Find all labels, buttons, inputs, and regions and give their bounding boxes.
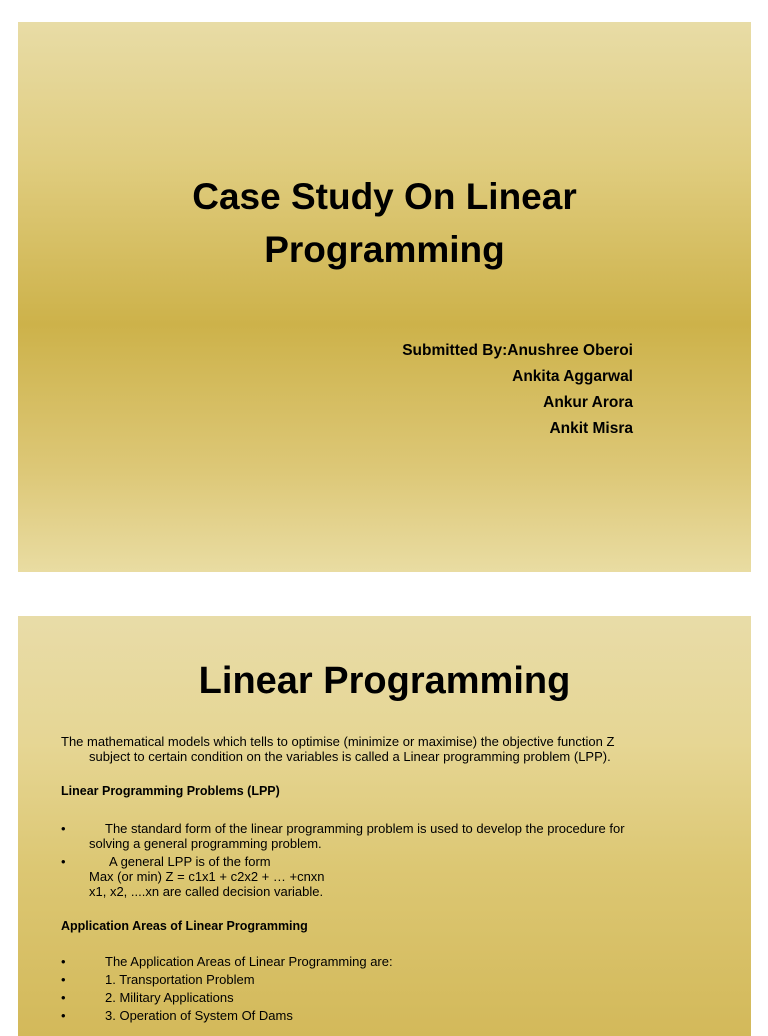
slide-title: Linear Programming [198,660,571,702]
list-item [61,1008,721,1023]
title-line-2: Programming [264,229,505,270]
bullet-icon: • [61,854,66,869]
bullet-line: 2. Military Applications [105,990,234,1005]
section-heading-applications: Application Areas of Linear Programming [61,919,308,933]
bullet-line: 1. Transportation Problem [105,972,255,987]
bullet-line: Max (or min) Z = c1x1 + c2x2 + … +cnxn [89,869,325,884]
content-slide [18,616,751,1036]
bullet-icon: • [61,1008,66,1023]
author-line: Ankita Aggarwal [512,368,633,385]
bullet-icon: • [61,972,66,987]
list-item [61,990,721,1005]
bullet-line: The Application Areas of Linear Programming are: [105,954,393,969]
bullet-icon: • [61,990,66,1005]
intro-line-2: subject to certain condition on the variables is called a Linear programming problem (LPP). [89,749,611,764]
bullet-line: x1, x2, ....xn are called decision variable. [89,884,324,899]
bullet-line: The standard form of the linear programming problem is used to develop the procedure for [105,821,625,836]
section-heading-lpp: Linear Programming Problems (LPP) [61,784,280,798]
bullet-icon: • [61,821,66,836]
slide-body [61,734,721,1026]
author-line: Ankur Arora [543,394,633,411]
applications-bullet-list [61,954,721,1023]
slide-title [18,170,751,276]
intro-line-1: The mathematical models which tells to optimise (minimize or maximise) the objective function Z [61,734,615,749]
list-item [61,854,721,899]
bullet-line: solving a general programming problem. [89,836,322,851]
title-line-1: Case Study On Linear [192,176,577,217]
bullet-icon: • [61,954,66,969]
bullet-line: A general LPP is of the form [109,854,271,869]
author-line: Ankit Misra [549,420,633,437]
authors-block [402,338,633,442]
list-item [61,954,721,969]
intro-paragraph [61,734,721,764]
list-item [61,972,721,987]
list-item [61,821,721,851]
lpp-bullet-list [61,821,721,899]
bullet-line: 3. Operation of System Of Dams [105,1008,293,1023]
title-slide [18,22,751,572]
author-line: Submitted By:Anushree Oberoi [402,342,633,359]
